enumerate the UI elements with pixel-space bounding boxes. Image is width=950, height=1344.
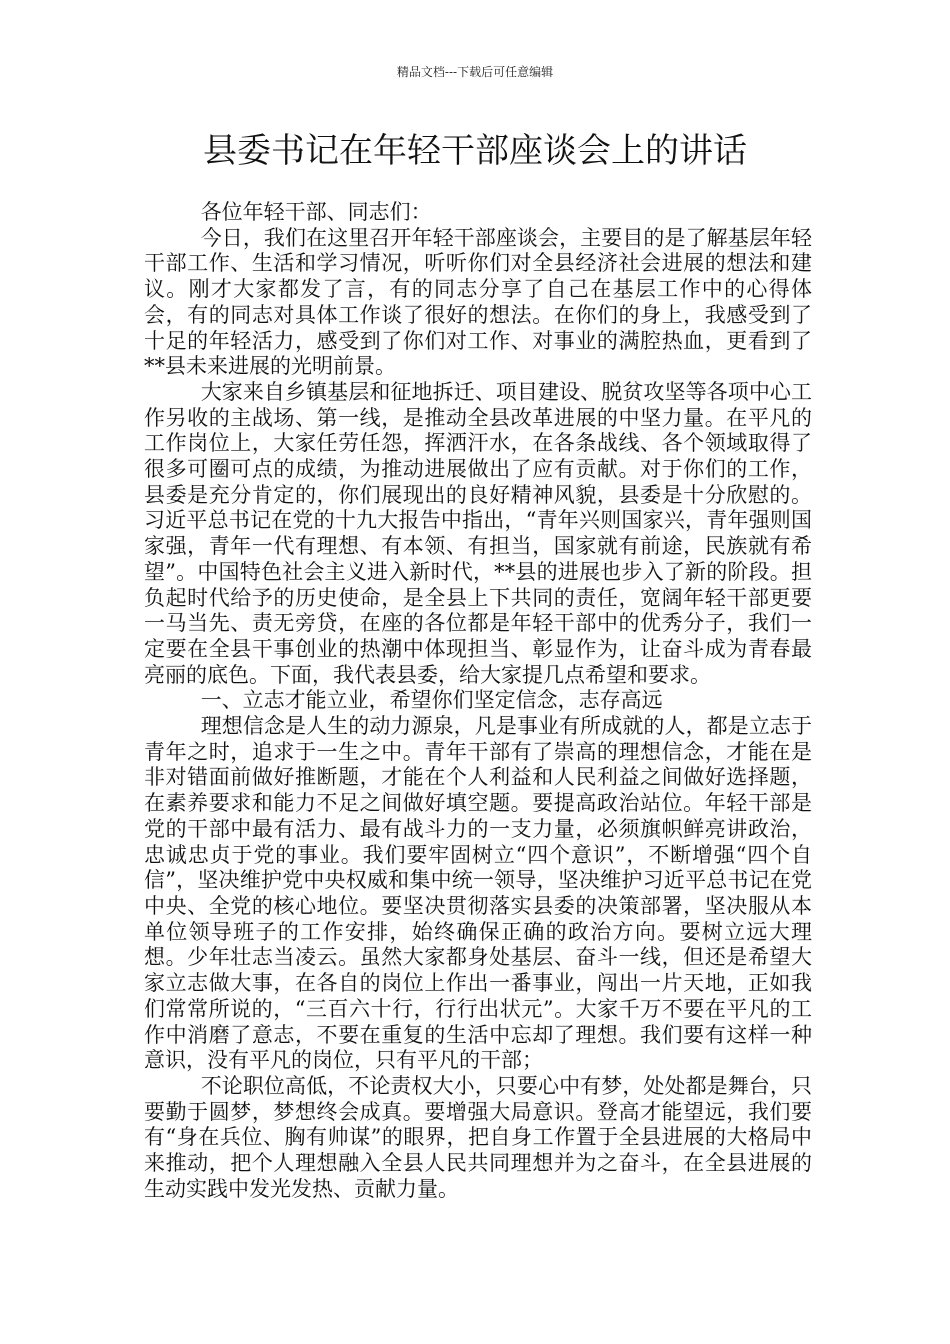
section-heading-1: 一、立志才能立业，希望你们坚定信念，志存高远 [200,688,663,713]
body-paragraph-3: 理想信念是人生的动力源泉，凡是事业有所成就的人，都是立志于青年之时，追求于一生之中。青年干部有了崇高的理想信念，才能在是非对错面前做好推断题，才能在个人利益和人民利益之间做好选择题，在素养要求和能力不足之间做好填空题。要提高政治站位。年轻干部是党的干部中最有活力、最有战斗力的一支力量，必须旗帜鲜亮讲政治，忠诚忠贞于党的事业。我们要牢固树立“四个意识”，不断增强“四个自信”，坚决维护党中央权威和集中统一领导，坚决维护习近平总书记在党中央、全党的核心地位。要坚决贯彻落实县委的决策部署，坚决服从本单位领导班子的工作安排，始终确保正确的政治方向。要树立远大理想。少年壮志当凌云。虽然大家都身处基层、奋斗一线，但还是希望大家立志做大事，在各自的岗位上作出一番事业，闯出一片天地，正如我们常常所说的，“三百六十行，行行出状元”。大家千万不要在平凡的工作中消磨了意志，不要在重复的生活中忘却了理想。我们要有这样一种意识，没有平凡的岗位，只有平凡的干部； [144,714,812,1073]
body-paragraph-2: 大家来自乡镇基层和征地拆迁、项目建设、脱贫攻坚等各项中心工作另收的主战场、第一线，是推动全县改革进展的中坚力量。在平凡的工作岗位上，大家任劳任怨，挥洒汗水，在各条战线、各个领域取得了很多可圈可点的成绩，为推动进展做出了应有贡献。对于你们的工作，县委是充分肯定的，你们展现出的良好精神风貌，县委是十分欣慰的。习近平总书记在党的十九大报告中指出，“青年兴则国家兴，青年强则国家强，青年一代有理想、有本领、有担当，国家就有前途，民族就有希望”。中国特色社会主义进入新时代，**县的进展也步入了新的阶段。担负起时代给予的历史使命，是全县上下共同的责任，宽阔年轻干部更要一马当先、责无旁贷，在座的各位都是年轻干部中的优秀分子，我们一定要在全县干事创业的热潮中体现担当、彰显作为，让奋斗成为青春最亮丽的底色。下面，我代表县委，给大家提几点希望和要求。 [144,379,812,687]
header-note: 精品文档---下载后可任意编辑 [396,65,554,79]
body-paragraph-4: 不论职位高低，不论责权大小，只要心中有梦，处处都是舞台，只要勤于圆梦，梦想终会成真。要增强大局意识。登高才能望远，我们要有“身在兵位、胸有帅谋”的眼界，把自身工作置于全县进展的大格局中来推动，把个人理想融入全县人民共同理想并为之奋斗，在全县进展的生动实践中发光发热、贡献力量。 [144,1073,812,1201]
salutation-paragraph: 各位年轻干部、同志们： [200,200,432,224]
document-title: 县委书记在年轻干部座谈会上的讲话 [203,131,747,171]
document-body [144,200,812,1202]
body-paragraph-1: 今日，我们在这里召开年轻干部座谈会，主要目的是了解基层年轻干部工作、生活和学习情况，听听你们对全县经济社会进展的想法和建议。刚才大家都发了言，有的同志分享了自己在基层工作中的心得体会，有的同志对具体工作谈了很好的想法。在你们的身上，我感受到了十足的年轻活力，感受到了你们对工作、对事业的满腔热血，更看到了**县未来进展的光明前景。 [144,225,812,379]
